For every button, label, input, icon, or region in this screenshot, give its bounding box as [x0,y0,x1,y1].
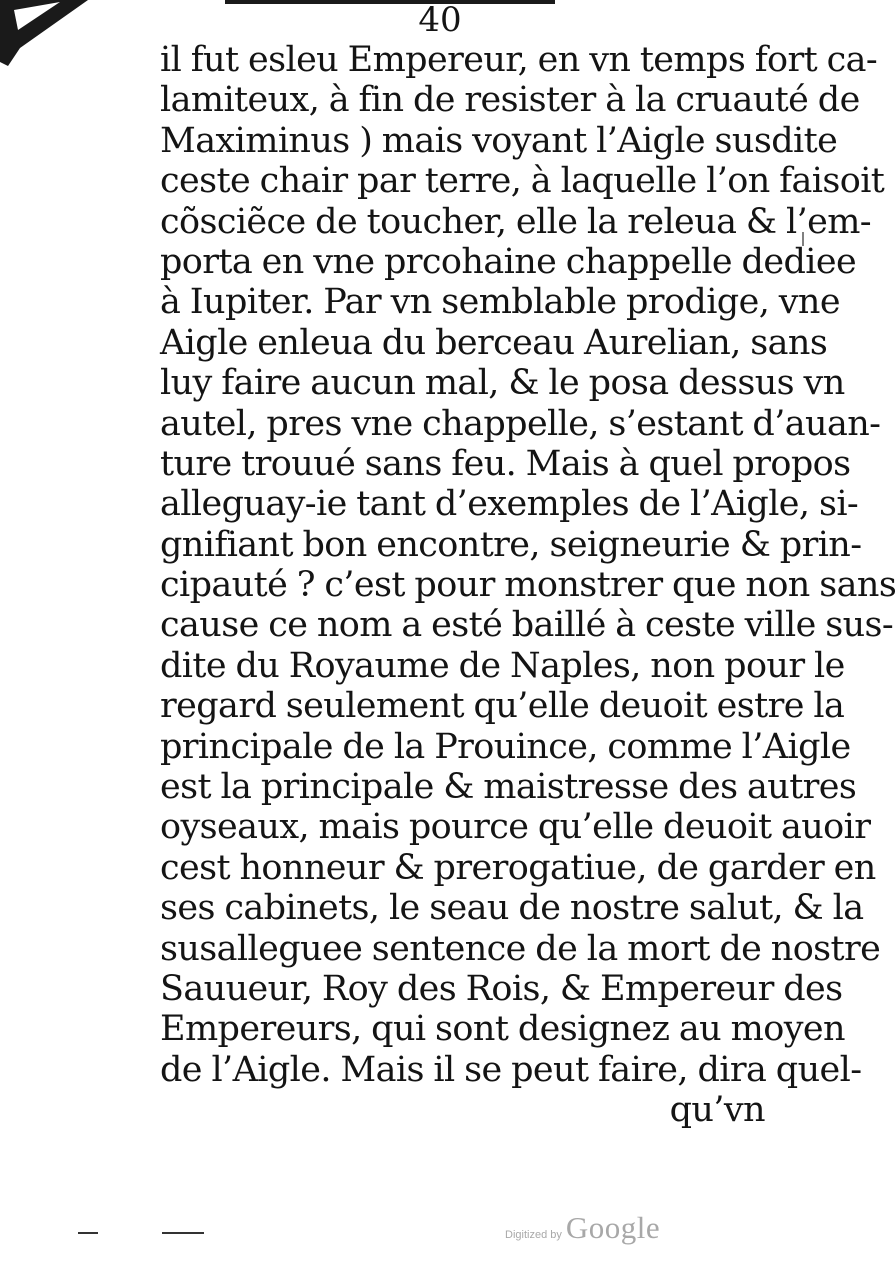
text-line: oyseaux, mais pource qu’elle deuoit auoir [160,807,871,848]
digitized-by-label: Digitized by [505,1229,562,1241]
text-line: ceste chair par terre, à laquelle l’on faisoit [160,161,885,202]
text-line: susalleguee sentence de la mort de nostre [160,928,881,969]
text-line: autel, pres vne chappelle, s’estant d’auan- [160,403,881,444]
text-line: regard seulement qu’elle deuoit estre la [160,686,845,727]
text-line: il fut esleu Empereur, en vn temps fort ca- [160,40,878,80]
text-line: Maximinus ) mais voyant l’Aigle susdite [160,120,838,161]
text-line: cõsciẽce de toucher, elle la releua & l’em- [160,201,872,242]
text-line: alleguay-ie tant d’exemples de l’Aigle, si- [160,484,859,525]
text-line: gnifiant bon encontre, seigneurie & prin- [160,524,862,565]
text-line: cipauté ? c’est pour monstrer que non sans [160,565,896,606]
text-line: cest honneur & prerogatiue, de garder en [160,847,876,888]
bottom-scan-line [162,1232,204,1234]
text-line: principale de la Prouince, comme l’Aigle [160,726,851,767]
text-line: Aigle enleua du berceau Aurelian, sans [160,322,828,363]
bottom-scan-line [78,1232,98,1234]
text-line: dite du Royaume de Naples, non pour le [160,645,845,686]
text-line: cause ce nom a esté baillé à ceste ville sus- [160,605,894,646]
text-line: Sauueur, Roy des Rois, & Empereur des [160,968,843,1009]
margin-mark [800,232,806,246]
text-line: ses cabinets, le seau de nostre salut, & la [160,888,864,929]
google-wordmark: Google [565,1210,661,1245]
text-line: lamiteux, à fin de resister à la cruauté de [160,80,860,121]
text-line: de l’Aigle. Mais il se peut faire, dira quel- [160,1049,862,1090]
text-line: Empereurs, qui sont designez au moyen [160,1009,845,1050]
digitized-watermark [505,1210,660,1250]
text-line: ture trouué sans feu. Mais à quel propos [160,443,851,484]
body-text [160,40,896,1131]
text-line: à Iupiter. Par vn semblable prodige, vne [160,282,840,323]
catchword: qu’vn [669,1090,765,1131]
text-line: porta en vne prcohaine chappelle dediee [160,241,857,282]
text-line: est la principale & maistresse des autres [160,767,857,808]
text-line: luy faire aucun mal, & le posa dessus vn [160,363,845,404]
page-number: 40 [418,0,462,40]
